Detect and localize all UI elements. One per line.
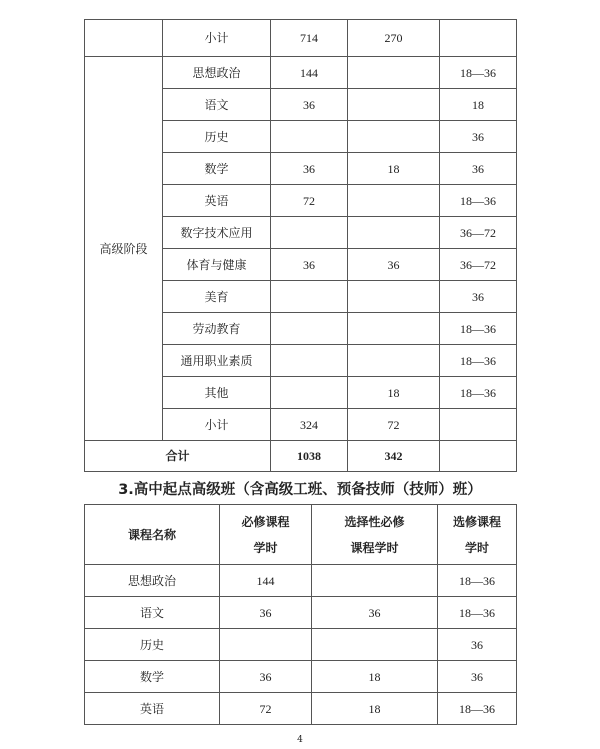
elective-required-hours: 36 bbox=[312, 597, 438, 629]
row-label: 小计 bbox=[163, 20, 271, 57]
course-name: 体育与健康 bbox=[163, 249, 271, 281]
elective-hours: 18—36 bbox=[438, 597, 517, 629]
required-hours bbox=[271, 121, 348, 153]
curriculum-table-high-school-start bbox=[84, 504, 517, 725]
course-name: 小计 bbox=[163, 409, 271, 441]
course-name: 语文 bbox=[85, 597, 220, 629]
elective-hours: 36 bbox=[440, 153, 517, 185]
course-name: 其他 bbox=[163, 377, 271, 409]
table-row bbox=[85, 565, 517, 597]
elective-hours: 18—36 bbox=[440, 57, 517, 89]
elective-hours bbox=[440, 409, 517, 441]
elective-hours: 18—36 bbox=[440, 345, 517, 377]
required-hours: 36 bbox=[271, 249, 348, 281]
header-row bbox=[85, 505, 517, 565]
total-label: 合计 bbox=[85, 441, 271, 472]
total-required-hours: 1038 bbox=[271, 441, 348, 472]
required-hours: 36 bbox=[271, 89, 348, 121]
required-hours bbox=[271, 217, 348, 249]
elective-hours: 18—36 bbox=[440, 377, 517, 409]
required-hours: 72 bbox=[220, 693, 312, 725]
elective-required-hours: 18 bbox=[312, 661, 438, 693]
table-cell bbox=[85, 20, 163, 57]
course-name: 思想政治 bbox=[85, 565, 220, 597]
elective-hours: 18—36 bbox=[438, 565, 517, 597]
required-hours: 324 bbox=[271, 409, 348, 441]
elective-required-hours: 270 bbox=[348, 20, 440, 57]
required-hours: 714 bbox=[271, 20, 348, 57]
course-name: 劳动教育 bbox=[163, 313, 271, 345]
elective-hours bbox=[440, 20, 517, 57]
stage-label: 高级阶段 bbox=[85, 57, 163, 441]
elective-hours: 36 bbox=[438, 661, 517, 693]
course-name: 数学 bbox=[85, 661, 220, 693]
elective-required-hours bbox=[348, 313, 440, 345]
elective-required-hours bbox=[312, 565, 438, 597]
table-row bbox=[85, 57, 517, 89]
required-hours bbox=[220, 629, 312, 661]
required-hours bbox=[271, 313, 348, 345]
course-name: 数学 bbox=[163, 153, 271, 185]
elective-hours: 36 bbox=[440, 121, 517, 153]
elective-required-hours bbox=[348, 89, 440, 121]
required-hours: 36 bbox=[220, 661, 312, 693]
table-row bbox=[85, 693, 517, 725]
section-title: 3.高中起点高级班（含高级工班、预备技师（技师）班） bbox=[118, 482, 482, 498]
curriculum-table-advanced-stage bbox=[84, 19, 517, 472]
required-hours: 72 bbox=[271, 185, 348, 217]
elective-hours: 36—72 bbox=[440, 217, 517, 249]
elective-required-hours bbox=[348, 57, 440, 89]
table-row bbox=[85, 597, 517, 629]
required-hours bbox=[271, 345, 348, 377]
elective-required-hours bbox=[348, 217, 440, 249]
elective-required-hours bbox=[348, 185, 440, 217]
elective-hours: 18—36 bbox=[440, 313, 517, 345]
course-name: 思想政治 bbox=[163, 57, 271, 89]
course-name: 历史 bbox=[163, 121, 271, 153]
total-row bbox=[85, 441, 517, 472]
course-name: 数字技术应用 bbox=[163, 217, 271, 249]
elective-required-hours: 72 bbox=[348, 409, 440, 441]
course-name: 语文 bbox=[163, 89, 271, 121]
elective-required-hours: 18 bbox=[312, 693, 438, 725]
elective-hours: 18—36 bbox=[440, 185, 517, 217]
elective-required-hours: 18 bbox=[348, 153, 440, 185]
course-name: 历史 bbox=[85, 629, 220, 661]
elective-required-hours bbox=[348, 345, 440, 377]
elective-hours: 36 bbox=[440, 281, 517, 313]
header-required-hours: 必修课程 学时 bbox=[220, 505, 312, 565]
elective-required-hours bbox=[348, 121, 440, 153]
elective-required-hours: 36 bbox=[348, 249, 440, 281]
required-hours: 36 bbox=[271, 153, 348, 185]
header-elective-required-hours: 选择性必修 课程学时 bbox=[312, 505, 438, 565]
required-hours: 36 bbox=[220, 597, 312, 629]
elective-hours: 36 bbox=[438, 629, 517, 661]
table-row bbox=[85, 20, 517, 57]
header-course-name: 课程名称 bbox=[85, 505, 220, 565]
elective-required-hours bbox=[348, 281, 440, 313]
required-hours: 144 bbox=[220, 565, 312, 597]
elective-hours: 36—72 bbox=[440, 249, 517, 281]
course-name: 英语 bbox=[163, 185, 271, 217]
course-name: 英语 bbox=[85, 693, 220, 725]
elective-hours: 18 bbox=[440, 89, 517, 121]
total-elective-hours bbox=[440, 441, 517, 472]
elective-hours: 18—36 bbox=[438, 693, 517, 725]
elective-required-hours bbox=[312, 629, 438, 661]
course-name: 通用职业素质 bbox=[163, 345, 271, 377]
table-row bbox=[85, 629, 517, 661]
header-elective-hours: 选修课程 学时 bbox=[438, 505, 517, 565]
table-row bbox=[85, 661, 517, 693]
page-number: 4 bbox=[297, 735, 303, 745]
required-hours bbox=[271, 281, 348, 313]
required-hours bbox=[271, 377, 348, 409]
total-elective-required-hours: 342 bbox=[348, 441, 440, 472]
elective-required-hours: 18 bbox=[348, 377, 440, 409]
course-name: 美育 bbox=[163, 281, 271, 313]
required-hours: 144 bbox=[271, 57, 348, 89]
